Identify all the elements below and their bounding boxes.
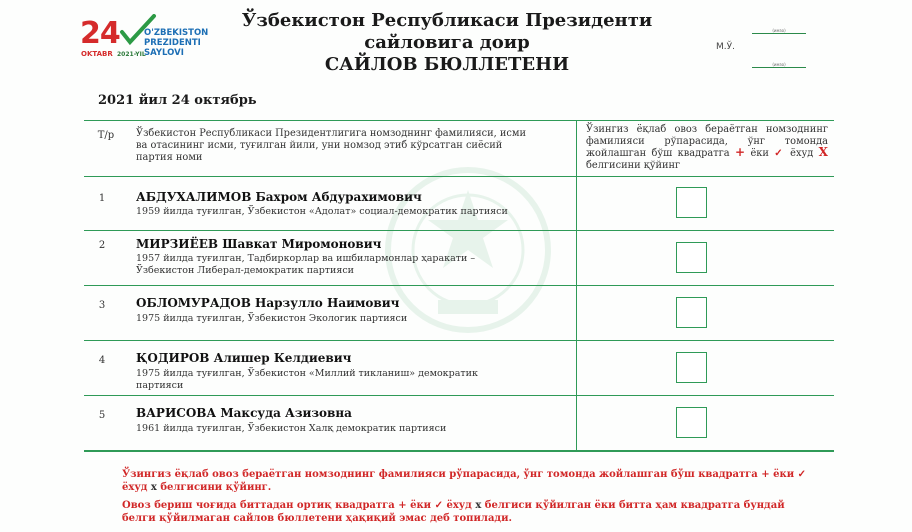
instruction-note-2	[122, 500, 812, 525]
header-mark-text: Ўзингиз ёқлаб овоз бераётган номзоднинг фамилияси рўпарасида, ўнг томонда жойлашган бўш квадратга	[586, 124, 828, 159]
candidate-name: АБДУХАЛИМОВ Бахром Абдурахимович	[136, 190, 422, 204]
signature-line-2	[752, 62, 806, 68]
header-mark-end: белгисини қўйинг	[586, 159, 681, 171]
note1-or-1: ёки	[773, 469, 795, 480]
x-sign-icon: x	[475, 500, 482, 511]
vote-box-1[interactable]	[676, 187, 707, 218]
candidates-table	[84, 120, 834, 452]
note2-text-a: Овоз бериш чоғида биттадан ортиқ квадратга	[122, 500, 395, 511]
plus-sign-icon: +	[761, 469, 770, 480]
title-line3: САЙЛОВ БЮЛЛЕТЕНИ	[324, 54, 570, 75]
candidate-description: 1961 йилда туғилган, Ўзбекистон Халқ демократик партияси	[136, 423, 447, 434]
header-or-1: ёки	[750, 148, 769, 159]
note2-text-b: белгиси қўйилган ёки битта ҳам квадратга бундай белги қўйилмаган сайлов бюллетени ҳақиқий эмас деб топилади.	[122, 500, 785, 524]
signature-line-1	[752, 28, 806, 34]
logo-year: 2021-YIL	[117, 51, 146, 58]
header-divider	[84, 176, 834, 177]
row-divider	[84, 340, 834, 341]
vote-box-3[interactable]	[676, 297, 707, 328]
header-name: Ўзбекистон Республикаси Президентлигига номзоднинг фамилияси, исми ва отасининг исми, туғилган йили, уни номзод этиб кўрсатган сиёсий партия номи	[136, 128, 527, 163]
row-number: 4	[98, 355, 106, 366]
note1-text-a: Ўзингиз ёқлаб овоз бераётган номзоднинг фамилияси рўпарасида, ўнг томонда жойлашган бўш квадратга	[122, 469, 758, 480]
stamp-place-label: М.Ў.	[716, 42, 735, 52]
candidate-description: 1975 йилда туғилган, Ўзбекистон «Миллий тикланиш» демократик партияси	[136, 368, 478, 391]
row-divider	[84, 395, 834, 396]
column-divider	[576, 120, 577, 452]
instruction-note-1	[122, 469, 812, 494]
candidate-name: ВАРИСОВА Максуда Азизовна	[136, 406, 352, 420]
tick-sign-icon: ✓	[797, 469, 807, 480]
election-logo	[80, 14, 220, 62]
candidate-name: ҚОДИРОВ Алишер Келдиевич	[136, 351, 352, 365]
signature-caption-2: (имзо)	[772, 62, 786, 67]
signature-caption-1: (имзо)	[772, 28, 786, 33]
header-number: Т/р	[97, 130, 115, 141]
table-top-border	[84, 120, 834, 121]
header-mark-instructions	[586, 124, 828, 171]
candidate-description: 1959 йилда туғилган, Ўзбекистон «Адолат» социал-демократик партияси	[136, 206, 508, 217]
header-or-2: ёхуд	[790, 148, 814, 159]
ballot-title	[232, 10, 662, 76]
table-bottom-border	[84, 450, 834, 452]
x-sign-icon: X	[818, 145, 828, 159]
title-line1: Ўзбекистон Республикаси Президенти	[241, 10, 653, 31]
vote-box-5[interactable]	[676, 407, 707, 438]
candidate-description: 1975 йилда туғилган, Ўзбекистон Экологик партияси	[136, 313, 408, 324]
title-line2: сайловига доир	[364, 32, 530, 53]
note1-text-b: белгисини қўйинг.	[160, 481, 272, 493]
candidate-name: ОБЛОМУРАДОВ Нарзулло Наимович	[136, 296, 400, 310]
logo-line1: O'ZBEKISTON	[144, 28, 209, 38]
x-sign-icon: x	[150, 481, 157, 493]
plus-sign-icon: +	[735, 145, 746, 159]
logo-text	[144, 28, 208, 58]
note2-or-1: ёки	[410, 500, 432, 511]
row-number: 5	[98, 410, 106, 421]
election-date: 2021 йил 24 октябрь	[98, 93, 257, 108]
vote-box-2[interactable]	[676, 242, 707, 273]
tick-sign-icon: ✓	[774, 148, 785, 159]
note1-or-2: ёхуд	[122, 481, 148, 493]
row-number: 1	[98, 193, 106, 204]
logo-month: OKTABR	[81, 50, 113, 58]
row-divider	[84, 285, 834, 286]
logo-line3: SAYLOVI	[144, 48, 184, 58]
note2-or-2: ёхуд	[446, 500, 472, 511]
row-number: 2	[98, 240, 106, 251]
candidate-description: 1957 йилда туғилган, Тадбиркорлар ва ишбилармонлар ҳаракати – Ўзбекистон Либерал-демократик партияси	[136, 253, 476, 276]
row-divider	[84, 230, 834, 231]
tick-sign-icon: ✓	[434, 500, 443, 511]
plus-sign-icon: +	[398, 500, 407, 511]
vote-box-4[interactable]	[676, 352, 707, 383]
logo-day: 24	[80, 16, 120, 51]
logo-line2: PREZIDENTI	[144, 38, 201, 48]
row-number: 3	[98, 300, 106, 311]
candidate-name: МИРЗИЁЕВ Шавкат Миромонович	[136, 237, 382, 251]
